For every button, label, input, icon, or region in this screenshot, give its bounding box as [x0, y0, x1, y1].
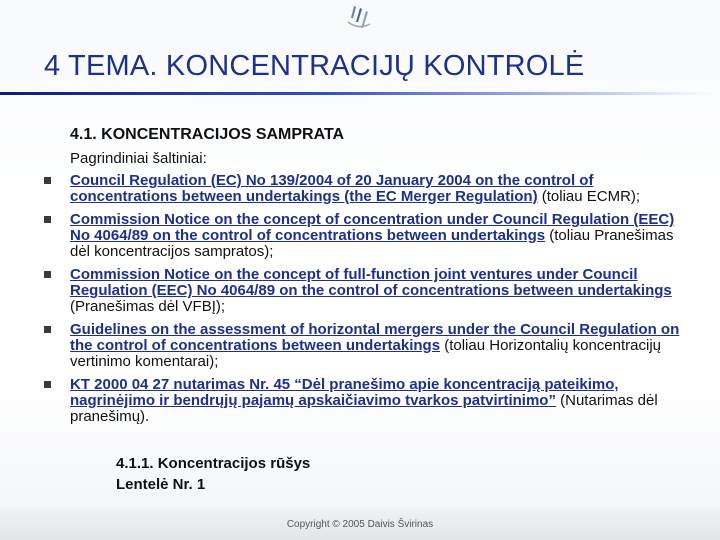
title-divider — [0, 92, 720, 95]
square-bullet-icon — [44, 326, 51, 333]
subsection-heading: 4.1. KONCENTRACIJOS SAMPRATA — [70, 126, 345, 143]
source-item — [44, 322, 684, 370]
source-link-ecmr[interactable]: Council Regulation (EC) No 139/2004 of 20 January 2004 on the control of concentrations between undertakings (the EC Merger Regulation) — [70, 172, 594, 205]
source-link-kt-resolution[interactable]: KT 2000 04 27 nutarimas Nr. 45 “Dėl pranešimo apie koncentraciją pateikimo, nagrinėjimo ir bendrųjų pajamų apskaičiavimo tvarkos patvirtinimo” — [70, 376, 619, 409]
square-bullet-icon — [44, 381, 51, 388]
bird-logo-icon — [340, 4, 376, 38]
source-note: (toliau Pranešimas dėl koncentracijos sampratos); — [70, 227, 674, 260]
source-link-concentration-notice[interactable]: Commission Notice on the concept of concentration under Council Regulation (EEC) No 4064/89 on the control of concentrations between undertakings — [70, 211, 675, 244]
square-bullet-icon — [44, 216, 51, 223]
source-note: (toliau Horizontalių koncentracijų vertinimo komentarai); — [70, 337, 661, 370]
source-note: (Pranešimas dėl VFBĮ); — [70, 298, 226, 315]
source-link-horizontal-guidelines[interactable]: Guidelines on the assessment of horizontal mergers under the Council Regulation on the control of concentrations between undertakings — [70, 321, 680, 354]
sources-intro: Pagrindiniai šaltiniai: — [70, 150, 207, 167]
square-bullet-icon — [44, 271, 51, 278]
source-link-joint-ventures-notice[interactable]: Commission Notice on the concept of full-function joint ventures under Council Regulation (EEC) No 4064/89 on the control of concentrations between undertakings — [70, 266, 672, 299]
table-caption: Lentelė Nr. 1 — [116, 476, 206, 493]
source-item — [44, 267, 684, 315]
square-bullet-icon — [44, 177, 51, 184]
subsubsection-heading: 4.1.1. Koncentracijos rūšys — [116, 455, 311, 472]
source-item — [44, 173, 684, 205]
source-item — [44, 212, 684, 260]
slide-title: 4 TEMA. KONCENTRACIJŲ KONTROLĖ — [44, 50, 585, 82]
copyright-text: Copyright © 2005 Daivis Švirinas — [286, 519, 434, 530]
source-item — [44, 377, 684, 425]
sources-list — [44, 173, 684, 432]
source-note: (Nutarimas dėl pranešimų). — [70, 392, 658, 425]
source-note: (toliau ECMR); — [537, 188, 641, 205]
